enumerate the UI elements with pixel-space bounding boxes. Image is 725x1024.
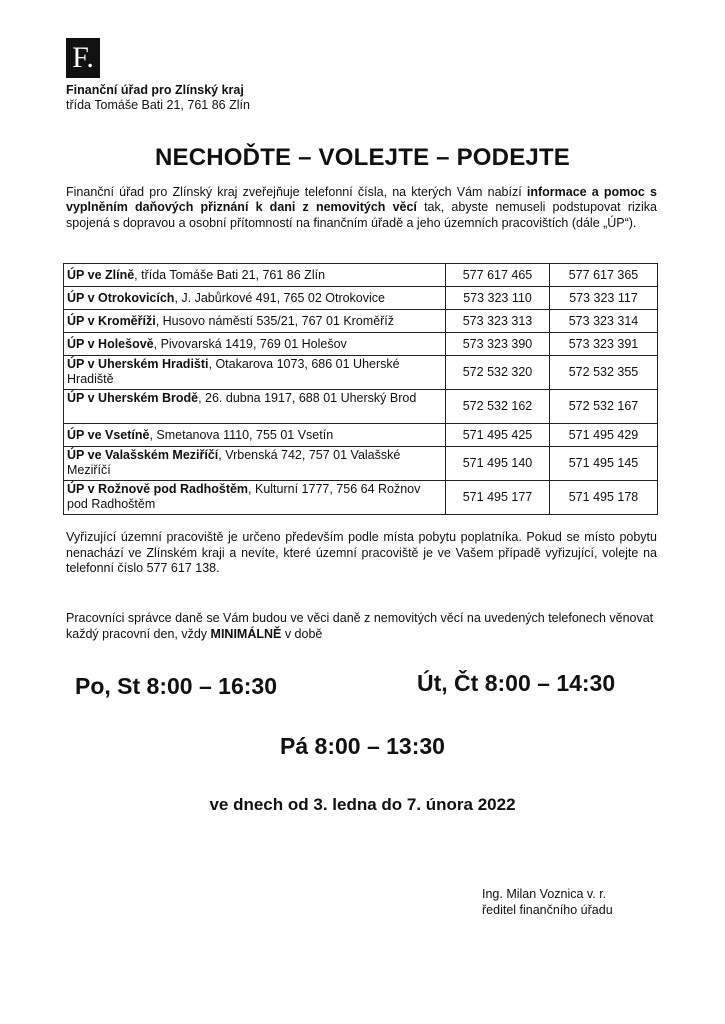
office-name: ÚP v Holešově <box>67 336 154 351</box>
phone-2: 571 495 429 <box>550 424 658 447</box>
office-name: ÚP ve Zlíně <box>67 267 135 282</box>
table-row <box>64 333 658 356</box>
office-cell <box>64 287 446 310</box>
table-row <box>64 481 658 515</box>
phone-2: 577 617 365 <box>550 264 658 287</box>
office-cell <box>64 333 446 356</box>
office-logo: F. <box>66 38 100 78</box>
office-name: ÚP v Otrokovicích <box>67 290 175 305</box>
org-name: Finanční úřad pro Zlínský kraj <box>66 83 244 97</box>
phone-1: 571 495 177 <box>446 481 550 515</box>
phone-1: 573 323 313 <box>446 310 550 333</box>
signer-name: Ing. Milan Voznica v. r. <box>482 887 607 901</box>
office-address: , Vrbenská 742, 757 01 Valašské Meziříčí <box>67 448 401 477</box>
office-name: ÚP ve Valašském Meziříčí <box>67 448 219 462</box>
phone-1: 573 323 110 <box>446 287 550 310</box>
schedule-paragraph <box>66 611 657 642</box>
office-name: ÚP v Uherském Brodě <box>67 391 199 405</box>
table-row <box>64 390 658 424</box>
hours-fri: Pá 8:00 – 13:30 <box>280 733 445 759</box>
table-row <box>64 424 658 447</box>
org-address: třída Tomáše Bati 21, 761 86 Zlín <box>66 98 250 112</box>
phone-2: 571 495 178 <box>550 481 658 515</box>
schedule-bold-text: MINIMÁLNĚ <box>210 626 282 641</box>
office-address: , Kulturní 1777, 756 64 Rožnov pod Radhoštěm <box>67 482 421 511</box>
phone-2: 573 323 314 <box>550 310 658 333</box>
phone-1: 572 532 162 <box>446 390 550 424</box>
office-cell <box>64 310 446 333</box>
info-paragraph: Vyřizující územní pracoviště je určeno především podle místa pobytu poplatníka. Pokud se místo pobytu nenachází ve Zlínském kraji a nevíte, které územní pracoviště je ve Vašem případě vyřizující, volejte na telefonní číslo 577 617 138. <box>66 530 657 575</box>
hours-tue-thu: Út, Čt 8:00 – 14:30 <box>417 670 616 696</box>
table-row <box>64 287 658 310</box>
office-cell <box>64 481 446 515</box>
phone-1: 571 495 425 <box>446 424 550 447</box>
office-cell <box>64 424 446 447</box>
page-title: NECHOĎTE – VOLEJTE – PODEJTE <box>154 144 571 171</box>
phone-1: 571 495 140 <box>446 447 550 481</box>
office-cell <box>64 356 446 390</box>
office-address: , J. Jabůrkové 491, 765 02 Otrokovice <box>174 290 385 305</box>
table-row <box>64 447 658 481</box>
phone-1: 572 532 320 <box>446 356 550 390</box>
phone-1: 577 617 465 <box>446 264 550 287</box>
phone-2: 572 532 167 <box>550 390 658 424</box>
table-row <box>64 310 658 333</box>
schedule-text-2: v době <box>281 626 323 641</box>
schedule-text-1: Pracovníci správce daně se Vám budou ve věci daně z nemovitých věcí na uvedených telefonech věnovat každý pracovní den, vždy <box>66 611 654 641</box>
office-name: ÚP ve Vsetíně <box>67 427 150 442</box>
signer-role: ředitel finančního úřadu <box>482 903 613 917</box>
office-cell <box>64 390 446 424</box>
table-row <box>64 356 658 390</box>
office-name: ÚP v Uherském Hradišti <box>67 357 209 371</box>
office-address: , Husovo náměstí 535/21, 767 01 Kroměříž <box>155 313 395 328</box>
intro-text-2: tak, abyste nemuseli podstupovat rizika spojená s dopravou a osobní přítomností na finančním úřadě a jeho územních pracovištích (dále „ÚP“). <box>66 200 657 230</box>
office-cell <box>64 447 446 481</box>
phone-2: 572 532 355 <box>550 356 658 390</box>
office-address: , Smetanova 1110, 755 01 Vsetín <box>149 427 334 442</box>
office-address: , třída Tomáše Bati 21, 761 86 Zlín <box>134 267 326 282</box>
office-name: ÚP v Rožnově pod Radhoštěm <box>67 482 249 496</box>
hours-mon-wed: Po, St 8:00 – 16:30 <box>75 673 277 699</box>
phone-1: 573 323 390 <box>446 333 550 356</box>
office-address: , 26. dubna 1917, 688 01 Uherský Brod <box>198 391 417 405</box>
office-address: , Pivovarská 1419, 769 01 Holešov <box>153 336 347 351</box>
phone-2: 573 323 117 <box>550 287 658 310</box>
offices-table <box>63 263 658 515</box>
intro-paragraph <box>66 185 657 231</box>
phone-2: 573 323 391 <box>550 333 658 356</box>
office-address: , Otakarova 1073, 686 01 Uherské Hradiště <box>67 357 400 386</box>
intro-text-1: Finanční úřad pro Zlínský kraj zveřejňuje telefonní čísla, na kterých Vám nabízí <box>66 185 527 199</box>
intro-bold-text: informace a pomoc s vyplněním daňových přiznání k dani z nemovitých věcí <box>66 185 657 215</box>
validity-period: ve dnech od 3. ledna do 7. února 2022 <box>209 795 516 814</box>
office-name: ÚP v Kroměříži <box>67 313 156 328</box>
table-row <box>64 264 658 287</box>
office-cell <box>64 264 446 287</box>
phone-2: 571 495 145 <box>550 447 658 481</box>
